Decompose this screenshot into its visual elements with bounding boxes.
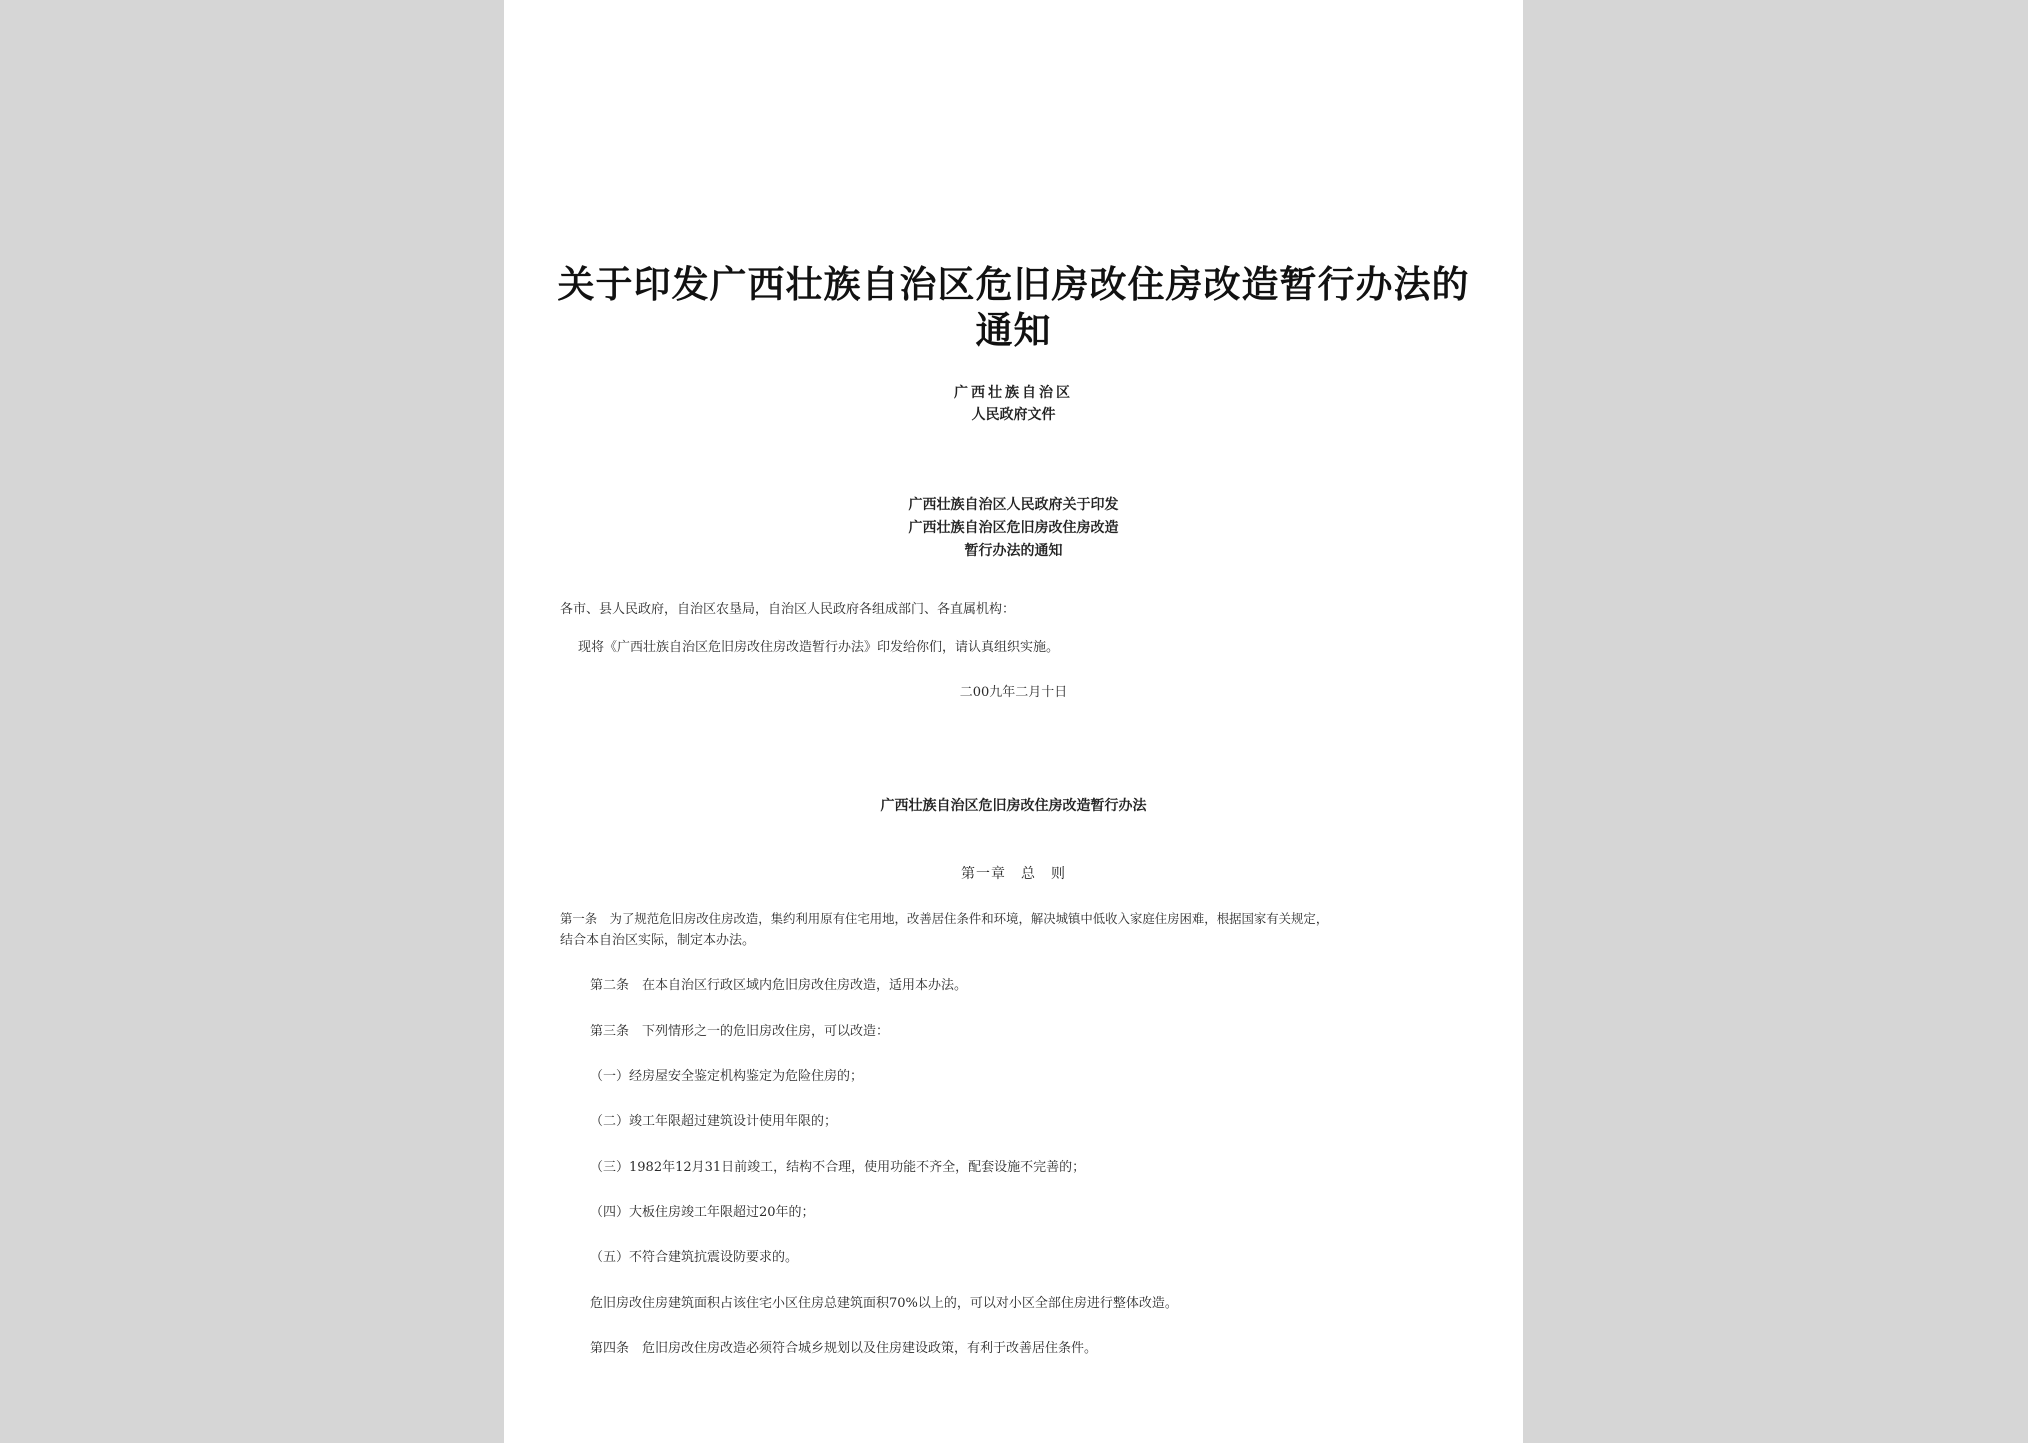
article-4: 第四条 危旧房改住房改造必须符合城乡规划以及住房建设政策，有利于改善居住条件。 [590,1341,1098,1356]
article-3-extra: 危旧房改住房建筑面积占该住宅小区住房总建筑面积70%以上的，可以对小区全部住房进行整体改造。 [590,1296,1178,1311]
notice-body: 现将《广西壮族自治区危旧房改住房改造暂行办法》印发给你们，请认真组织实施。 [578,640,1060,655]
issuer-line-2: 人民政府文件 [971,407,1056,423]
article-3-item-2: （二）竣工年限超过建筑设计使用年限的； [590,1114,838,1129]
notice-title-line-1: 广西壮族自治区人民政府关于印发 [908,497,1119,513]
main-title-line-2: 通知 [975,308,1052,352]
measures-title: 广西壮族自治区危旧房改住房改造暂行办法 [880,798,1147,814]
article-3-item-5: （五）不符合建筑抗震设防要求的。 [590,1250,799,1265]
chapter-1-heading: 第一章 总 则 [961,866,1066,882]
notice-date: 二00九年二月十日 [959,685,1068,700]
article-3-item-1: （一）经房屋安全鉴定机构鉴定为危险住房的； [590,1069,864,1084]
article-1-line-1: 第一条 为了规范危旧房改住房改造，集约利用原有住宅用地，改善居住条件和环境，解决城镇中低收入家庭住房困难，根据国家有关规定， [560,911,1329,926]
article-3: 第三条 下列情形之一的危旧房改住房，可以改造： [590,1024,890,1039]
issuer-line-1: 广西壮族自治区 [954,385,1073,401]
notice-title-line-2: 广西壮族自治区危旧房改住房改造 [908,520,1119,536]
main-title-line-1: 关于印发广西壮族自治区危旧房改住房改造暂行办法的 [557,262,1470,306]
addressees: 各市、县人民政府，自治区农垦局，自治区人民政府各组成部门、各直属机构： [560,602,1016,617]
article-3-item-3: （三）1982年12月31日前竣工，结构不合理，使用功能不齐全，配套设施不完善的； [590,1160,1086,1175]
article-2: 第二条 在本自治区行政区域内危旧房改住房改造，适用本办法。 [590,978,968,993]
notice-title-line-3: 暂行办法的通知 [964,543,1063,559]
document-page [504,0,1523,1443]
article-1-line-2: 结合本自治区实际，制定本办法。 [560,933,756,948]
article-3-item-4: （四）大板住房竣工年限超过20年的； [590,1205,815,1220]
